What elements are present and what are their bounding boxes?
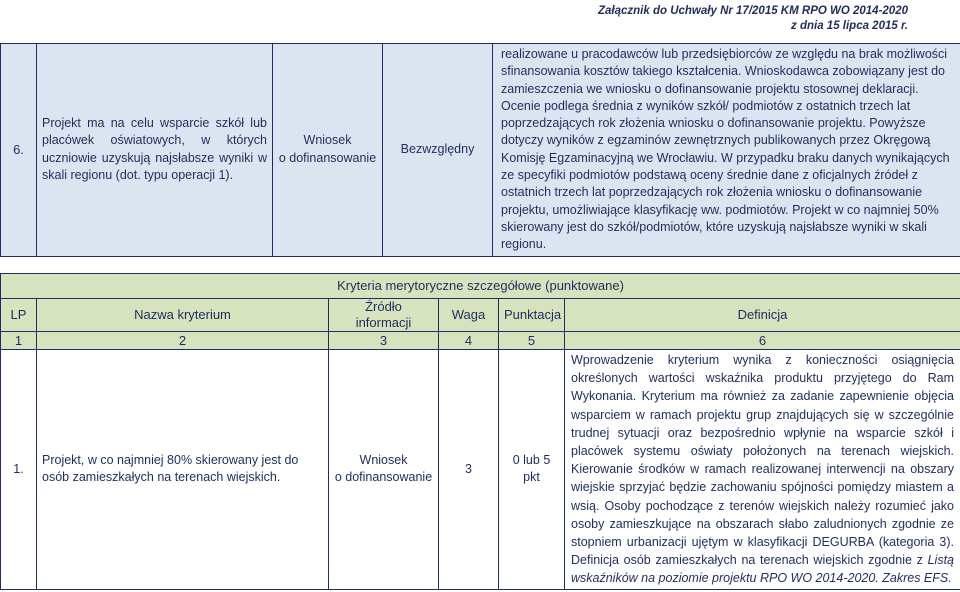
- previous-criteria-table: [0, 43, 960, 257]
- column-number: 1: [1, 332, 37, 350]
- column-number: 5: [499, 332, 565, 350]
- criterion-name: Projekt, w co najmniej 80% skierowany jest do osób zamieszkałych na terenach wiejskich.: [37, 350, 329, 590]
- column-number: 2: [37, 332, 329, 350]
- row-number: 6.: [1, 44, 37, 257]
- criterion-definition: realizowane u pracodawców lub przedsiębiorców ze względu na brak możliwości sfinansowania kosztów takiego kształcenia. Wnioskodawca zobowiązany jest do zamieszczenia we wniosku o dofinansowanie projektu stosownej deklaracji. Ocenie podlega średnia z wyników szkół/ podmiotów z ostatnich trzech lat poprzedzających rok złożenia wniosku o dofinansowanie projektu. Powyższe dotyczy wyników z egzaminów zewnętrznych publikowanych przez Okręgową Komisję Egzaminacyjną we Wrocławiu. W przypadku braku danych wynikających ze specyfiki podmiotów podstawą oceny średnie dane z oficjalnych źródeł z ostatnich trzech lat poprzedzających rok złożenia wniosku o dofinansowanie projektu, umożliwiające klasyfikację ww. podmiotów. Projekt w co najmniej 50% skierowany jest do szkół/podmiotów, które uzyskują najsłabsze wyniki w skali regionu.: [493, 44, 960, 257]
- table-row: [1, 44, 960, 257]
- source-line-2: o dofinansowanie: [334, 470, 433, 485]
- column-header-source: [329, 299, 439, 332]
- column-header-row: [1, 299, 960, 332]
- column-header-lp: LP: [1, 299, 37, 332]
- definition-italic-text: Listą wskaźników na poziomie projektu RPO WO 2014-2020. Zakres EFS.: [571, 553, 954, 586]
- table-title-row: [1, 274, 960, 299]
- column-number: 3: [329, 332, 439, 350]
- definition-text: Wprowadzenie kryterium wynika z konieczności osiągnięcia określonych wartości wskaźnika produktu przyjętego do Ram Wykonania. Kryterium ma również za zadanie zapewnienie objęcia wsparciem w ramach projektu grup znajdujących się w szczególnie trudnej sytuacji oraz bezpośrednio wpłynie na wsparcie szkół i placówek systemu oświaty położonych na terenach wiejskich. Kierowanie środków w ramach realizowanej interwencji na obszary wiejskie sprzyjać będzie zachowaniu spójności pomiędzy miastem a wsią. Osoby pochodzące z terenów wiejskich należy rozumieć jako osoby zamieszkujące na obszarach słabo zaludnionych zgodnie ze stopniem urbanizacji ujętym w klasyfikacji DEGURBA (kategoria 3). Definicja osób zamieszkałych na terenach wiejskich zgodnie z: [571, 353, 954, 568]
- information-source: [329, 350, 439, 590]
- source-line-1: Wniosek: [359, 453, 408, 468]
- detailed-criteria-table: [0, 273, 960, 590]
- column-header-score: Punktacja: [499, 299, 565, 332]
- source-line-1: Wniosek: [303, 133, 352, 148]
- criterion-score: 0 lub 5 pkt: [499, 350, 565, 590]
- annex-date: z dnia 15 lipca 2015 r.: [791, 20, 908, 32]
- criterion-weight: 3: [439, 350, 499, 590]
- annex-title: Załącznik do Uchwały Nr 17/2015 KM RPO WO 2014-2020: [598, 5, 908, 17]
- column-header-source-line-2: informacji: [355, 315, 412, 330]
- source-line-2: o dofinansowanie: [278, 150, 377, 165]
- column-header-source-line-1: Źródło: [365, 299, 402, 314]
- table-title: Kryteria merytoryczne szczegółowe (punktowane): [1, 274, 960, 299]
- document-header: [598, 4, 908, 34]
- criterion-weight: Bezwzględny: [383, 44, 493, 257]
- column-header-definition: Definicja: [565, 299, 960, 332]
- table-row: [1, 350, 960, 590]
- information-source: [273, 44, 383, 257]
- row-number: 1.: [1, 350, 37, 590]
- column-number-row: [1, 332, 960, 350]
- column-number: 4: [439, 332, 499, 350]
- column-number: 6: [565, 332, 960, 350]
- column-header-name: Nazwa kryterium: [37, 299, 329, 332]
- criterion-name: Projekt ma na celu wsparcie szkół lub placówek oświatowych, w których uczniowie uzyskują najsłabsze wyniki w skali regionu (dot. typu operacji 1).: [37, 44, 273, 257]
- column-header-weight: Waga: [439, 299, 499, 332]
- criterion-definition: [565, 350, 960, 590]
